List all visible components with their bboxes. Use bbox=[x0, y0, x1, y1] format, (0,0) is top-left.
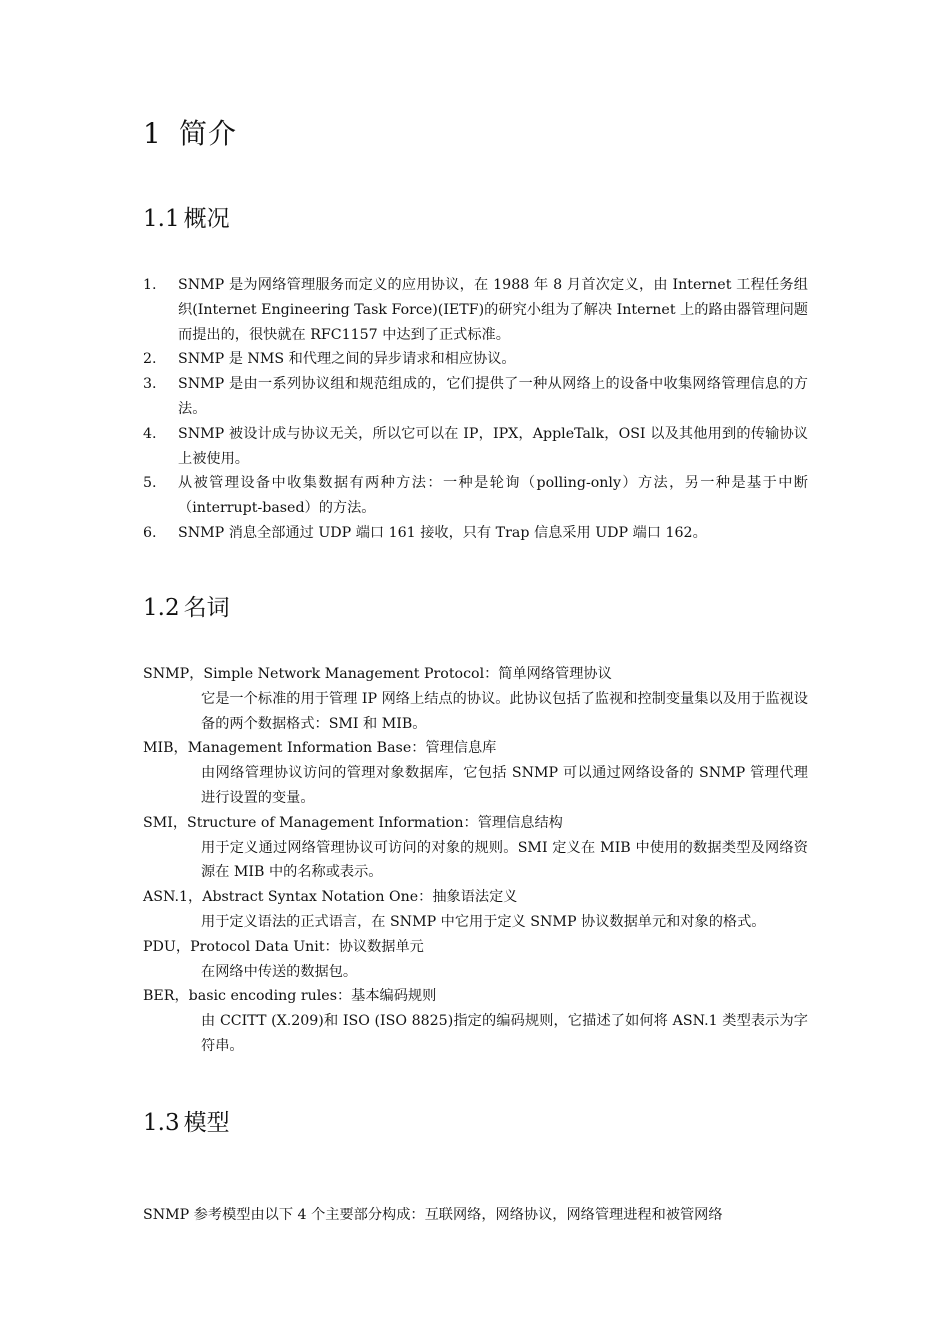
section-heading-terms bbox=[143, 592, 230, 624]
list-text: SNMP 是 NMS 和代理之间的异步请求和相应协议。 bbox=[178, 351, 516, 368]
term-definition: 在网络中传送的数据包。 bbox=[201, 963, 358, 980]
term-smi: SMI，Structure of Management Information：管理信息结构 bbox=[143, 814, 563, 831]
chapter-heading bbox=[143, 114, 237, 154]
list-number: 6. bbox=[143, 524, 157, 541]
section-title: 概况 bbox=[183, 206, 230, 232]
term-asn1: ASN.1，Abstract Syntax Notation One：抽象语法定义 bbox=[143, 889, 518, 906]
section-number: 1.3 bbox=[143, 1110, 180, 1136]
list-number: 4. bbox=[143, 425, 157, 442]
list-item bbox=[143, 521, 808, 546]
list-text: SNMP 被设计成与协议无关，所以它可以在 IP，IPX，AppleTalk，OSI 以及其他用到的传输协议上被使用。 bbox=[178, 425, 808, 467]
term-definition: 它是一个标准的用于管理 IP 网络上结点的协议。此协议包括了监视和控制变量集以及用于监视设备的两个数据格式：SMI 和 MIB。 bbox=[201, 690, 808, 732]
section-title: 名词 bbox=[183, 595, 230, 621]
chapter-title: 简介 bbox=[179, 117, 238, 150]
term-definition: 用于定义通过网络管理协议可访问的对象的规则。SMI 定义在 MIB 中使用的数据类型及网络资源在 MIB 中的名称或表示。 bbox=[201, 839, 808, 881]
list-text: SNMP 是由一系列协议组和规范组成的，它们提供了一种从网络上的设备中收集网络管理信息的方法。 bbox=[178, 376, 808, 417]
list-item bbox=[143, 273, 808, 347]
model-paragraph: SNMP 参考模型由以下 4 个主要部分构成：互联网络，网络协议，网络管理进程和被管网络 bbox=[143, 1207, 723, 1223]
section-title: 模型 bbox=[183, 1110, 230, 1136]
list-number: 3. bbox=[143, 376, 157, 393]
term-pdu: PDU，Protocol Data Unit：协议数据单元 bbox=[143, 938, 424, 955]
terms-block bbox=[143, 662, 808, 1059]
list-number: 5. bbox=[143, 475, 157, 492]
model-paragraph-block bbox=[143, 1203, 808, 1228]
list-number: 1. bbox=[143, 277, 157, 293]
section-heading-model bbox=[143, 1107, 230, 1139]
chapter-number: 1 bbox=[143, 117, 162, 150]
list-text: SNMP 是为网络管理服务而定义的应用协议，在 1988 年 8 月首次定义，由 Internet 工程任务组织(Internet Engineering Task Force)(IETF)的研究小组为了解决 Internet 上的路由器管理问题而提出的，很快就在 RFC1157 中达到了正式标准。 bbox=[178, 277, 808, 343]
list-item bbox=[143, 422, 808, 472]
list-number: 2. bbox=[143, 351, 157, 368]
list-item bbox=[143, 471, 808, 521]
section-number: 1.1 bbox=[143, 206, 180, 232]
term-ber: BER，basic encoding rules：基本编码规则 bbox=[143, 988, 437, 1005]
term-definition: 由网络管理协议访问的管理对象数据库，它包括 SNMP 可以通过网络设备的 SNMP 管理代理进行设置的变量。 bbox=[201, 765, 808, 806]
list-text: 从被管理设备中收集数据有两种方法：一种是轮询（polling-only）方法，另一种是基于中断（interrupt-based）的方法。 bbox=[178, 475, 808, 517]
section-heading-overview bbox=[143, 203, 230, 235]
overview-list bbox=[143, 273, 808, 546]
list-text: SNMP 消息全部通过 UDP 端口 161 接收，只有 Trap 信息采用 UDP 端口 162。 bbox=[178, 524, 707, 541]
list-item bbox=[143, 372, 808, 422]
term-mib: MIB，Management Information Base：管理信息库 bbox=[143, 740, 497, 757]
term-definition: 由 CCITT (X.209)和 ISO (ISO 8825)指定的编码规则，它描述了如何将 ASN.1 类型表示为字符串。 bbox=[201, 1013, 808, 1054]
section-number: 1.2 bbox=[143, 595, 180, 621]
term-definition: 用于定义语法的正式语言，在 SNMP 中它用于定义 SNMP 协议数据单元和对象的格式。 bbox=[201, 913, 766, 930]
list-item bbox=[143, 347, 808, 372]
term-snmp: SNMP，Simple Network Management Protocol：简单网络管理协议 bbox=[143, 666, 612, 682]
overview-list-block bbox=[143, 273, 808, 546]
